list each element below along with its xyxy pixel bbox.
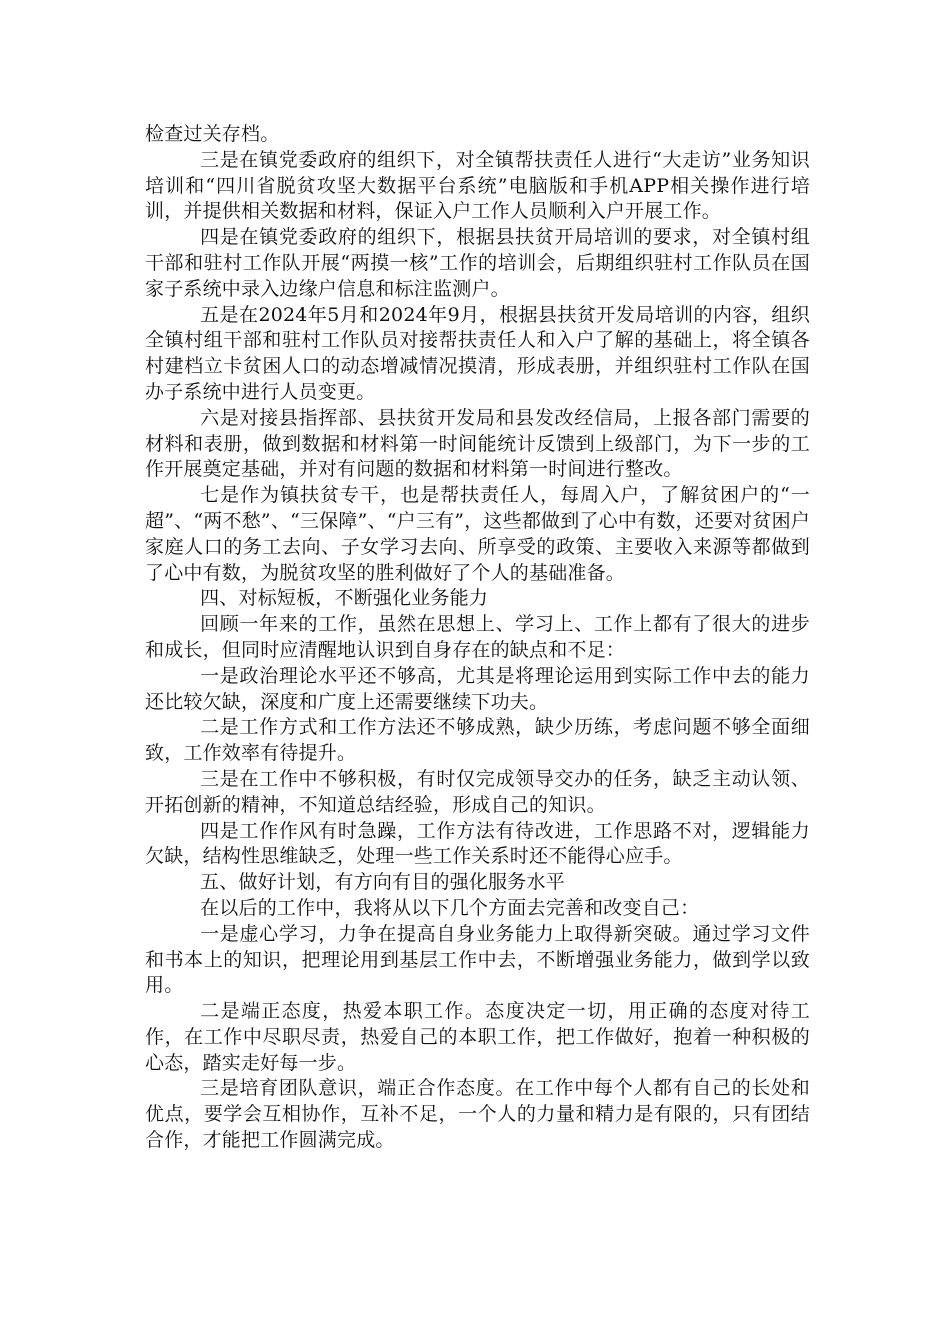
paragraph-2: 三是在镇党委政府的组织下，对全镇帮扶责任人进行“大走访”业务知识培训和“四川省脱贫攻坚大数据平台系统”电脑版和手机APP相关操作进行培训，并提供相关数据和材料，保证入户工作人员顺利入户开展工作。: [145, 148, 810, 223]
paragraph-1: 检查过关存档。: [145, 123, 280, 145]
paragraph-9: 二是工作方式和工作方法还不够成熟，缺少历练，考虑问题不够全面细致，工作效率有待提升。: [145, 716, 810, 765]
paragraph-3: 四是在镇党委政府的组织下，根据县扶贫开局培训的要求，对全镇村组干部和驻村工作队开展“两摸一核”工作的培训会，后期组织驻村工作队员在国家子系统中录入边缘户信息和标注监测户。: [145, 226, 810, 300]
section-heading-4: 四、对标短板，不断强化业务能力: [200, 587, 489, 610]
paragraph-10: 三是在工作中不够积极，有时仅完成领导交办的任务，缺乏主动认领、开拓创新的精神，不知道总结经验，形成自己的知识。: [145, 767, 810, 816]
paragraph-12: 在以后的工作中，我将从以下几个方面去完善和改变自己：: [200, 896, 700, 919]
document-body: [145, 122, 810, 1154]
section-heading-5: 五、做好计划，有方向有目的强化服务水平: [200, 871, 565, 894]
paragraph-14: 二是端正态度，热爱本职工作。态度决定一切，用正确的态度对待工作，在工作中尽职尽责，热爱自己的本职工作，把工作做好，抱着一种积极的心态，踏实走好每一步。: [145, 1000, 810, 1074]
paragraph-4: 五是在2024年5月和2024年9月，根据县扶贫开发局培训的内容，组织全镇村组干部和驻村工作队员对接帮扶责任人和入户了解的基础上，将全镇各村建档立卡贫困人口的动态增减情况摸清，形成表册，并组织驻村工作队在国办子系统中进行人员变更。: [145, 303, 810, 403]
paragraph-8: 一是政治理论水平还不够高，尤其是将理论运用到实际工作中去的能力还比较欠缺，深度和广度上还需要继续下功夫。: [145, 664, 810, 713]
paragraph-13: 一是虚心学习，力争在提高自身业务能力上取得新突破。通过学习文件和书本上的知识，把理论用到基层工作中去，不断增强业务能力，做到学以致用。: [145, 922, 810, 997]
paragraph-6: 七是作为镇扶贫专干，也是帮扶责任人，每周入户，了解贫困户的“一超”、“两不愁”、“三保障”、“户三有”，这些都做到了心中有数，还要对贫困户家庭人口的务工去向、子女学习去向、所享受的政策、主要收入来源等都做到了心中有数，为脱贫攻坚的胜利做好了个人的基础准备。: [145, 484, 810, 584]
paragraph-11: 四是工作作风有时急躁，工作方法有待改进，工作思路不对，逻辑能力欠缺，结构性思维缺乏，处理一些工作关系时还不能得心应手。: [145, 819, 810, 868]
paragraph-15: 三是培育团队意识，端正合作态度。在工作中每个人都有自己的长处和优点，要学会互相协作，互补不足，一个人的力量和精力是有限的，只有团结合作，才能把工作圆满完成。: [145, 1077, 810, 1152]
paragraph-5: 六是对接县指挥部、县扶贫开发局和县发改经信局，上报各部门需要的材料和表册，做到数据和材料第一时间能统计反馈到上级部门，为下一步的工作开展奠定基础，并对有问题的数据和材料第一时间进行整改。: [145, 406, 810, 481]
paragraph-7: 回顾一年来的工作，虽然在思想上、学习上、工作上都有了很大的进步和成长，但同时应清醒地认识到自身存在的缺点和不足：: [145, 613, 810, 661]
